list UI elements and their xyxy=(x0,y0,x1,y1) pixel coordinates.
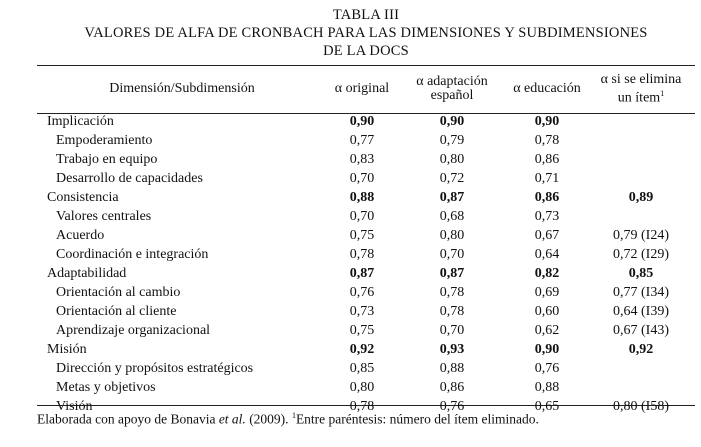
value-educacion: 0,86 xyxy=(534,152,560,167)
value-original: 0,77 xyxy=(349,133,375,148)
table-subtitle-cont: DE LA DOCS xyxy=(323,43,409,59)
dimension-row xyxy=(37,264,695,283)
row-label: Orientación al cliente xyxy=(56,304,177,319)
value-educacion: 0,73 xyxy=(534,209,560,224)
value-educacion: 0,71 xyxy=(534,171,560,186)
row-label: Implicación xyxy=(47,114,114,129)
header-adaptacion xyxy=(397,66,507,112)
row-label: Metas y objetivos xyxy=(56,380,156,395)
dimension-row xyxy=(37,112,695,131)
value-original: 0,78 xyxy=(349,247,375,262)
value-original: 0,90 xyxy=(349,114,375,129)
value-elimina: 0,79 (I24) xyxy=(613,228,669,243)
value-elimina xyxy=(587,112,695,131)
value-original: 0,80 xyxy=(349,380,375,395)
value-elimina: 0,85 xyxy=(628,266,654,281)
table-caption xyxy=(37,411,539,428)
value-original: 0,70 xyxy=(349,209,375,224)
value-educacion: 0,90 xyxy=(534,114,560,129)
subdimension-row xyxy=(37,302,695,321)
row-label: Consistencia xyxy=(47,190,119,205)
value-educacion: 0,67 xyxy=(534,228,560,243)
value-original: 0,78 xyxy=(349,399,375,414)
value-adaptacion: 0,93 xyxy=(439,342,465,357)
subdimension-row xyxy=(37,150,695,169)
value-educacion: 0,65 xyxy=(534,399,560,414)
value-adaptacion: 0,80 xyxy=(439,228,465,243)
value-elimina: 0,89 xyxy=(628,190,654,205)
value-educacion: 0,90 xyxy=(534,342,560,357)
cronbach-table xyxy=(37,66,695,416)
value-elimina xyxy=(587,150,695,169)
value-adaptacion: 0,70 xyxy=(439,247,465,262)
value-educacion: 0,88 xyxy=(534,380,560,395)
subdimension-row xyxy=(37,207,695,226)
value-educacion: 0,64 xyxy=(534,247,560,262)
value-original: 0,85 xyxy=(349,361,375,376)
caption-footnote-mark: 1 xyxy=(291,411,296,420)
value-elimina: 0,64 (I39) xyxy=(613,304,669,319)
row-label: Coordinación e integración xyxy=(56,247,209,262)
value-adaptacion: 0,87 xyxy=(439,190,465,205)
value-elimina: 0,92 xyxy=(628,342,654,357)
row-label: Dirección y propósitos estratégicos xyxy=(56,361,254,376)
row-label: Desarrollo de capacidades xyxy=(56,171,203,186)
subdimension-row xyxy=(37,283,695,302)
row-label: Aprendizaje organizacional xyxy=(56,323,211,338)
header-original: α original xyxy=(334,81,390,96)
value-educacion: 0,76 xyxy=(534,361,560,376)
header-dimension: Dimensión/Subdimensión xyxy=(109,81,255,96)
value-elimina xyxy=(587,359,695,378)
value-elimina: 0,77 (I34) xyxy=(613,285,669,300)
table-title: TABLA III xyxy=(332,7,400,23)
subdimension-row xyxy=(37,321,695,340)
header-elimina-line1: α si se elimina xyxy=(600,71,682,87)
subdimension-row xyxy=(37,169,695,188)
caption-etal: et al. xyxy=(218,411,246,427)
row-label: Empoderamiento xyxy=(56,133,153,148)
value-adaptacion: 0,88 xyxy=(439,361,465,376)
value-original: 0,76 xyxy=(349,285,375,300)
value-original: 0,70 xyxy=(349,171,375,186)
footnote-mark: 1 xyxy=(660,88,665,98)
dimension-row xyxy=(37,188,695,207)
value-original: 0,73 xyxy=(349,304,375,319)
value-elimina xyxy=(587,207,695,226)
value-elimina: 0,67 (I43) xyxy=(613,323,669,338)
value-elimina xyxy=(587,131,695,150)
value-adaptacion: 0,78 xyxy=(439,304,465,319)
value-educacion: 0,78 xyxy=(534,133,560,148)
header-row xyxy=(37,66,695,112)
value-adaptacion: 0,70 xyxy=(439,323,465,338)
value-educacion: 0,86 xyxy=(534,190,560,205)
subdimension-row xyxy=(37,131,695,150)
header-adaptacion-line2: español xyxy=(430,88,474,103)
value-original: 0,83 xyxy=(349,152,375,167)
subdimension-row xyxy=(37,226,695,245)
caption-year: (2009). xyxy=(245,411,292,427)
value-elimina xyxy=(587,169,695,188)
header-elimina-line2: un ítem xyxy=(617,90,661,106)
value-adaptacion: 0,80 xyxy=(439,152,465,167)
value-elimina: 0,72 (I29) xyxy=(613,247,669,262)
row-label: Misión xyxy=(47,342,87,357)
subdimension-row xyxy=(37,378,695,397)
value-adaptacion: 0,87 xyxy=(439,266,465,281)
subdimension-row xyxy=(37,359,695,378)
header-educacion: α educación xyxy=(513,81,581,96)
row-label: Trabajo en equipo xyxy=(56,152,158,167)
header-elimina xyxy=(587,66,695,112)
value-elimina: 0,80 (I58) xyxy=(613,399,669,414)
value-original: 0,75 xyxy=(349,323,375,338)
value-original: 0,87 xyxy=(349,266,375,281)
value-adaptacion: 0,68 xyxy=(439,209,465,224)
value-elimina xyxy=(587,378,695,397)
caption-text: Elaborada con apoyo de Bonavia xyxy=(37,411,219,427)
table-subtitle: VALORES DE ALFA DE CRONBACH PARA LAS DIMENSIONES Y SUBDIMENSIONES xyxy=(84,25,648,41)
value-adaptacion: 0,79 xyxy=(439,133,465,148)
value-educacion: 0,62 xyxy=(534,323,560,338)
value-adaptacion: 0,86 xyxy=(439,380,465,395)
value-adaptacion: 0,90 xyxy=(439,114,465,129)
row-label: Acuerdo xyxy=(56,228,105,243)
dimension-row xyxy=(37,340,695,359)
value-adaptacion: 0,76 xyxy=(439,399,465,414)
subdimension-row xyxy=(37,245,695,264)
value-educacion: 0,82 xyxy=(534,266,560,281)
caption-note: Entre paréntesis: número del ítem eliminado. xyxy=(295,411,539,427)
row-label: Valores centrales xyxy=(56,209,152,224)
value-adaptacion: 0,72 xyxy=(439,171,465,186)
row-label: Orientación al cambio xyxy=(56,285,181,300)
value-original: 0,92 xyxy=(349,342,375,357)
value-adaptacion: 0,78 xyxy=(439,285,465,300)
value-original: 0,75 xyxy=(349,228,375,243)
row-label: Visión xyxy=(56,399,93,414)
value-original: 0,88 xyxy=(349,190,375,205)
row-label: Adaptabilidad xyxy=(47,266,127,281)
header-adaptacion-line1: α adaptación xyxy=(416,74,488,89)
value-educacion: 0,69 xyxy=(534,285,560,300)
value-educacion: 0,60 xyxy=(534,304,560,319)
